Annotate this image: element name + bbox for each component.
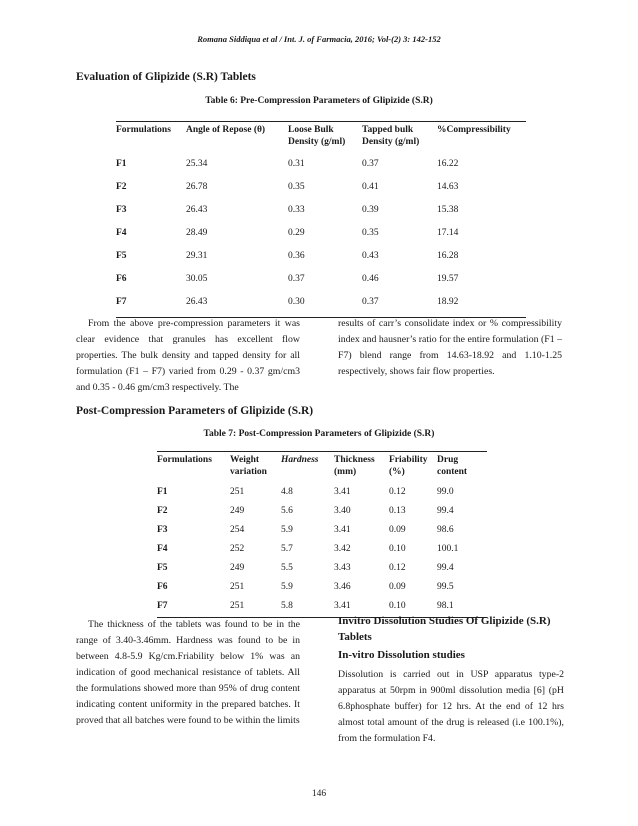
table6-header: Angle of Repose (θ) (186, 125, 266, 135)
table6-cell: 0.36 (288, 250, 305, 261)
table7-cell: 0.12 (389, 562, 406, 573)
table6-cell: 0.33 (288, 204, 305, 215)
table6-container (116, 121, 526, 318)
table7-cell: 3.42 (334, 543, 351, 554)
paragraph-dissolution: Dissolution is carried out in USP apparatus type-2 apparatus at 50rpm in 900ml dissolution media [6] (pH 6.8phosphate buffer) for 12 hrs. At the end of 12 hrs almost total amount of the drug is released (i.e 100.1%), from the formulation F4. (338, 669, 564, 744)
table7-cell: 5.7 (281, 543, 293, 554)
table7-cell: 3.41 (334, 600, 351, 611)
table7-cell: 4.8 (281, 486, 293, 497)
table6-cell: 25.34 (186, 158, 208, 169)
table6-row-label: F7 (116, 296, 127, 307)
table7-cell: 5.9 (281, 524, 293, 535)
table7-cell: 251 (230, 486, 245, 497)
table6-cell: 16.22 (437, 158, 459, 169)
table6-cell: 0.37 (288, 273, 305, 284)
table7 (157, 454, 487, 615)
table7-cell: 254 (230, 524, 245, 535)
table7-cell: 249 (230, 505, 245, 516)
table7-cell: 0.13 (389, 505, 406, 516)
table7-cell: 251 (230, 600, 245, 611)
table7-cell: 99.4 (437, 562, 454, 573)
table7-row (157, 539, 487, 558)
table6-cell: 29.31 (186, 250, 208, 261)
section-title-post-compression: Post-Compression Parameters of Glipizide (S.R) (76, 405, 314, 417)
table7-cell: 5.8 (281, 600, 293, 611)
table7-cell: 252 (230, 543, 245, 554)
table6-row-label: F1 (116, 158, 127, 169)
table6-cell: 0.37 (362, 296, 379, 307)
table6-header: %Compressibility (437, 125, 511, 135)
table6-row (116, 244, 526, 267)
table6-caption: Table 6: Pre-Compression Parameters of Glipizide (S.R) (205, 96, 433, 106)
table6-row-label: F5 (116, 250, 127, 261)
table6-cell: 0.39 (362, 204, 379, 215)
table6-header: Loose Bulk Density (g/ml) (288, 125, 346, 147)
table7-header: Formulations (157, 455, 212, 465)
table7-header: Drug content (437, 455, 468, 477)
table6-cell: 19.57 (437, 273, 459, 284)
table7-row (157, 482, 487, 501)
table6-row (116, 221, 526, 244)
table7-cell: 5.5 (281, 562, 293, 573)
table6-row-label: F2 (116, 181, 127, 192)
table6-cell: 0.41 (362, 181, 379, 192)
table6-cell: 0.43 (362, 250, 379, 261)
table6-cell: 18.92 (437, 296, 459, 307)
table7-cell: 3.41 (334, 524, 351, 535)
table7-cell: 3.46 (334, 581, 351, 592)
paragraph-postcompression-left: The thickness of the tablets was found to be in the range of 3.40-3.46mm. Hardness was found to be in between 4.8-5.9 Kg/cm.Friability below 1% was an indication of good mechanical resistance of tablets. All the formulations showed more than 95% of drug content indicating content uniformity in the prepared batches. It proved that all batches were found to be within the limits (76, 619, 300, 726)
table7-cell: 98.6 (437, 524, 454, 535)
table7-cell: 0.10 (389, 543, 406, 554)
table6-row-label: F3 (116, 204, 127, 215)
table7-cell: 3.43 (334, 562, 351, 573)
table6-row-label: F6 (116, 273, 127, 284)
table7-caption: Table 7: Post-Compression Parameters of Glipizide (S.R) (203, 429, 435, 439)
table7-cell: 0.12 (389, 486, 406, 497)
table6-row (116, 267, 526, 290)
table7-row-label: F6 (157, 581, 168, 592)
table7-cell: 99.4 (437, 505, 454, 516)
running-head: Romana Siddiqua et al / Int. J. of Farmacia, 2016; Vol-(2) 3: 142-152 (197, 34, 441, 44)
table6-cell: 14.63 (437, 181, 459, 192)
table7-header: Friability (%) (389, 455, 428, 477)
table7-cell: 100.1 (437, 543, 459, 554)
table6-cell: 0.35 (362, 227, 379, 238)
table7-cell: 5.6 (281, 505, 293, 516)
table6-cell: 0.29 (288, 227, 305, 238)
table6 (116, 124, 526, 313)
table7-header: Thickness (mm) (334, 455, 375, 477)
dissolution-subheading: In-vitro Dissolution studies (338, 649, 465, 661)
table6-row (116, 175, 526, 198)
table7-cell: 0.09 (389, 524, 406, 535)
table6-cell: 0.37 (362, 158, 379, 169)
table7-cell: 99.5 (437, 581, 454, 592)
table6-row-label: F4 (116, 227, 127, 238)
table7-row (157, 520, 487, 539)
table7-row-label: F3 (157, 524, 168, 535)
table6-cell: 30.05 (186, 273, 208, 284)
table7-row-label: F5 (157, 562, 168, 573)
table6-header: Formulations (116, 125, 171, 135)
table6-cell: 0.35 (288, 181, 305, 192)
table7-row-label: F2 (157, 505, 168, 516)
table7-header: Weight variation (230, 455, 267, 477)
table6-cell: 0.30 (288, 296, 305, 307)
table6-cell: 26.43 (186, 296, 208, 307)
table7-cell: 0.09 (389, 581, 406, 592)
table6-header-row (116, 124, 526, 152)
table6-cell: 17.14 (437, 227, 459, 238)
table7-row (157, 577, 487, 596)
table7-cell: 0.10 (389, 600, 406, 611)
table6-cell: 28.49 (186, 227, 208, 238)
page-number: 146 (311, 789, 327, 799)
table6-cell: 0.31 (288, 158, 305, 169)
table7-header-row (157, 454, 487, 482)
table6-cell: 15.38 (437, 204, 459, 215)
paragraph-precompression-left: From the above pre-compression parameters it was clear evidence that granules has excellent flow properties. The bulk density and tapped density for all formulation (F1 – F7) varied from 0.29 - 0.37 gm/cm3 and 0.35 - 0.46 gm/cm3 respectively. The (76, 318, 300, 393)
table6-header: Tapped bulk Density (g/ml) (362, 125, 420, 147)
table7-header: Hardness (281, 455, 319, 465)
table6-cell: 26.78 (186, 181, 208, 192)
dissolution-section-heading: Invitro Dissolution Studies Of Glipizide (S.R) Tablets (338, 615, 551, 643)
table6-cell: 26.43 (186, 204, 208, 215)
table7-cell: 251 (230, 581, 245, 592)
paragraph-precompression-right: results of carr’s consolidate index or % compressibility index and hausner’s ratio for the entire formulation (F1 – F7) blend range from 14.63-18.92 and 1.10-1.25 respectively, shows fair flow properties. (338, 318, 562, 377)
table7-row-label: F7 (157, 600, 168, 611)
table6-cell: 0.46 (362, 273, 379, 284)
table7-cell: 249 (230, 562, 245, 573)
table7-container (157, 451, 487, 618)
table6-row (116, 198, 526, 221)
table7-row-label: F1 (157, 486, 168, 497)
table7-cell: 3.41 (334, 486, 351, 497)
table7-cell: 3.40 (334, 505, 351, 516)
table6-row (116, 152, 526, 175)
table6-row (116, 290, 526, 313)
section-title-evaluation: Evaluation of Glipizide (S.R) Tablets (76, 71, 256, 83)
table7-cell: 99.0 (437, 486, 454, 497)
table7-cell: 5.9 (281, 581, 293, 592)
table7-row (157, 558, 487, 577)
table7-row (157, 501, 487, 520)
table6-cell: 16.28 (437, 250, 459, 261)
table7-cell: 98.1 (437, 600, 454, 611)
table7-row-label: F4 (157, 543, 168, 554)
